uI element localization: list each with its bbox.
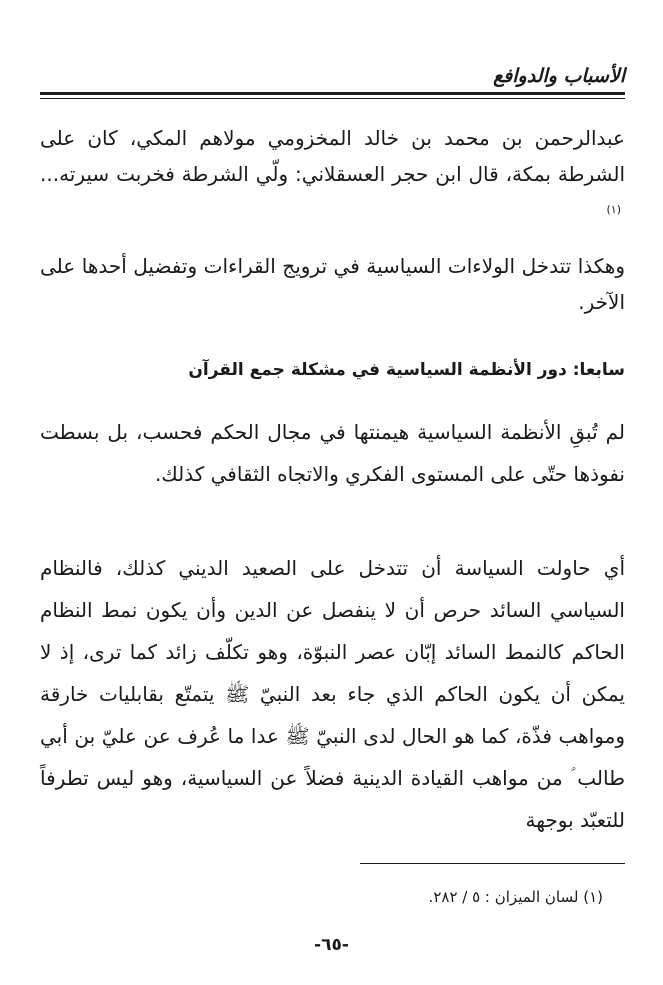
paragraph-2: وهكذا تتدخل الولاءات السياسية في ترويج القراءات وتفضيل أحدها على الآخر. — [40, 254, 625, 314]
paragraph-4: أي حاولت السياسة أن تتدخل على الصعيد الديني كذلك، فالنظام السياسي السائد حرص أن لا ينفصل عن الدين وأن يكون نمط النظام الحاكم كالنمط السائد إبّان عصر النبوّة، وهو تكلّف زائد كما ترى، إذ لا يمكن أن يكون الحاكم الذي جاء بعد النبيّ ﷺ يتمتّع بقابليات خارقة ومواهب فذّة، كما هو الحال لدى النبيّ ﷺ عدا ما عُرف عن عليّ بن أبي طالب ؑ من مواهب القيادة الدينية فضلاً عن السياسية، وهو ليس تطرفاً للتعبّد بوجهة — [40, 556, 625, 832]
running-header-title: الأسباب والدوافع — [493, 65, 625, 87]
footnote: (١) لسان الميزان : ٥ / ٢٨٢. — [428, 888, 603, 906]
paragraph-3: لم تُبقِ الأنظمة السياسية هيمنتها في مجال الحكم فحسب، بل بسطت نفوذها حتّى على المستوى الفكري والاتجاه الثقافي كذلك. — [40, 420, 625, 486]
footnote-divider — [360, 863, 625, 864]
header-rule-thick — [40, 92, 625, 95]
page-number: -٦٥- — [314, 935, 349, 955]
paragraph-1-text: عبدالرحمن بن محمد بن خالد المخزومي مولاهم المكي، كان على الشرطة بمكة، قال ابن حجر العسقلاني: ولّي الشرطة فخربت سيرته... — [40, 126, 625, 186]
section-heading: سابعا: دور الأنظمة السياسية في مشكلة جمع القرآن — [188, 360, 625, 380]
header-rule-thin — [40, 98, 625, 99]
paragraph-1 — [40, 120, 625, 233]
footnote-marker: (١) — [606, 203, 621, 216]
